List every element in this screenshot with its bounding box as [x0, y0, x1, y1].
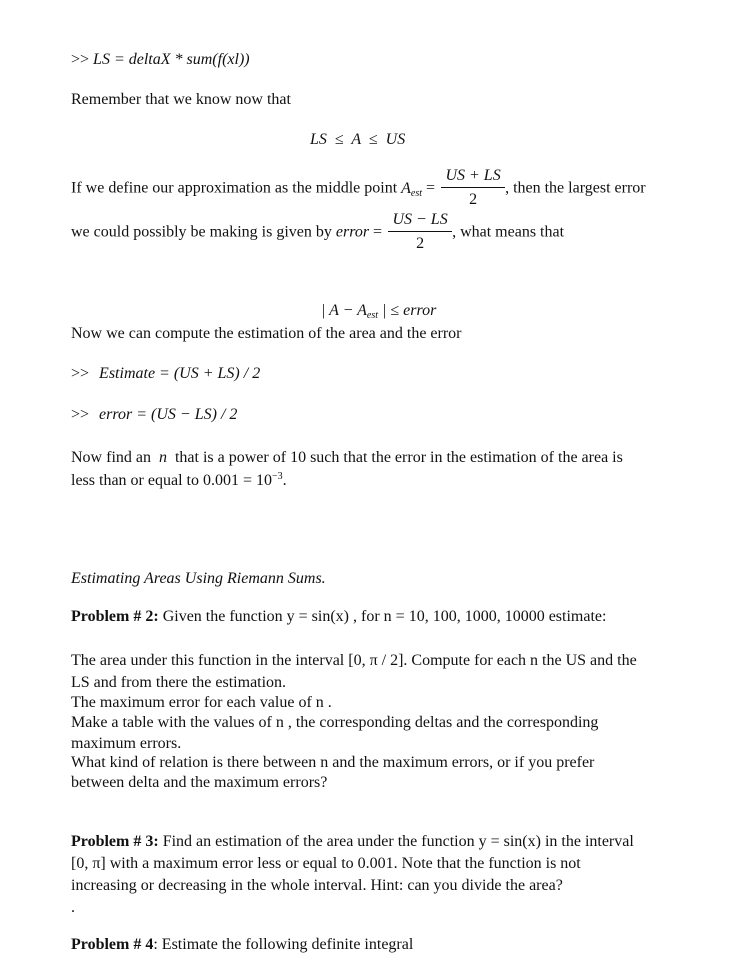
equals-sign: = — [426, 179, 436, 197]
error-text-end: , what means that — [452, 223, 565, 241]
prompt: >> — [71, 406, 90, 423]
error-command — [71, 405, 237, 425]
error-numerator: US − LS — [392, 211, 448, 228]
definition-text-start: If we define our approximation as the middle point — [71, 179, 398, 197]
absolute-error-inequality: | $A - A_{est}$ | ≤ error — [321, 302, 437, 321]
estimate-command-text: Estimate = (US + LS) / 2 — [99, 365, 261, 382]
problem-4-text: : Estimate the following definite integral — [153, 936, 414, 953]
problem-3-line-2: [0, π] with a maximum error less or equal to 0.001. Note that the function is not — [71, 855, 581, 872]
prompt: >> — [71, 51, 90, 68]
definition-line — [71, 167, 646, 208]
error-definition-line — [71, 211, 565, 252]
equals-sign: = — [373, 223, 383, 241]
fraction-bar — [388, 231, 452, 232]
find-n-line-1: Now find an n that is a power of 10 such that the error in the estimation of the area is — [71, 449, 623, 466]
section-title: Estimating Areas Using Riemann Sums. — [71, 570, 326, 587]
problem-4-label: Problem # 4 — [71, 936, 154, 953]
error-fraction — [388, 211, 452, 252]
prompt: >> — [71, 365, 90, 382]
problem-2-text: Given the function y = sin(x) , for n = 10, 100, 1000, 10000 estimate: — [162, 608, 607, 625]
problem-2-item-a-line-2: LS and from there the estimation. — [71, 674, 287, 691]
inequality: LS ≤ A ≤ US — [310, 131, 406, 148]
command-ls-text: LS = deltaX * sum(f(xl)) — [93, 51, 250, 68]
find-n-line-2: less than or equal to $0.001 = 10^{-3}$. — [71, 471, 287, 489]
problem-2-item-a-line-1: The area under this function in the interval [0, π / 2]. Compute for each n the US and the — [71, 652, 637, 669]
problem-3-line-3: increasing or decreasing in the whole interval. Hint: can you divide the area? — [71, 877, 563, 894]
problem-3-text: Find an estimation of the area under the function y = sin(x) in the interval — [162, 833, 634, 850]
command-ls — [71, 50, 250, 70]
stray-dot: . — [71, 899, 75, 916]
remember-text: Remember that we know now that — [71, 91, 291, 108]
problem-2-item-b: The maximum error for each value of n . — [71, 694, 332, 711]
problem-2 — [71, 607, 606, 627]
midpoint-fraction — [441, 167, 505, 208]
a-est-symbol: $A_{est}$ — [401, 179, 423, 199]
problem-2-label: Problem # 2: — [71, 608, 159, 625]
problem-3-line-1 — [71, 832, 634, 852]
midpoint-denominator: 2 — [469, 191, 478, 208]
error-command-text: error = (US − LS) / 2 — [99, 406, 238, 423]
problem-4 — [71, 935, 413, 955]
problem-3-label: Problem # 3: — [71, 833, 159, 850]
midpoint-numerator: US + LS — [445, 167, 501, 184]
estimate-command — [71, 364, 260, 384]
problem-2-item-d-line-2: between delta and the maximum errors? — [71, 774, 328, 791]
now-compute-text: Now we can compute the estimation of the area and the error — [71, 325, 462, 342]
error-text-start: we could possibly be making is given by — [71, 223, 332, 241]
problem-2-item-d-line-1: What kind of relation is there between n and the maximum errors, or if you prefer — [71, 754, 595, 771]
fraction-bar — [441, 187, 505, 188]
problem-2-item-c-line-2: maximum errors. — [71, 735, 182, 752]
error-denominator: 2 — [416, 235, 425, 252]
definition-text-end: , then the largest error — [505, 179, 646, 197]
problem-2-item-c-line-1: Make a table with the values of n , the corresponding deltas and the corresponding — [71, 714, 599, 731]
error-word: error — [335, 223, 370, 241]
